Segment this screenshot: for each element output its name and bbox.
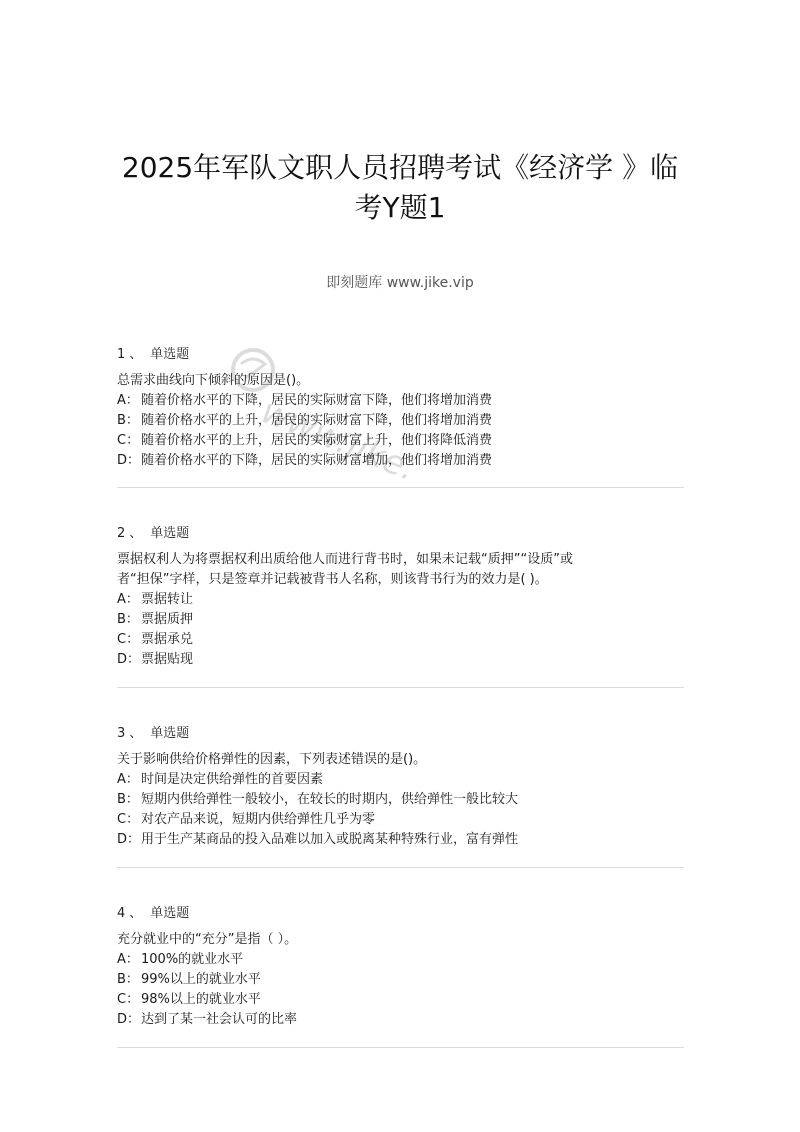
option-letter: B：: [117, 972, 139, 987]
option-text: 随着价格水平的上升，居民的实际财富下降，他们将增加消费: [141, 413, 493, 428]
option-letter: B：: [117, 792, 139, 807]
option-text: 对农产品来说，短期内供给弹性几乎为零: [141, 812, 376, 827]
question-type: 单选题: [150, 906, 190, 921]
option-letter: C：: [117, 992, 140, 1007]
option-a: [117, 950, 684, 970]
option-letter: B：: [117, 413, 139, 428]
option-letter: D：: [117, 652, 141, 667]
question-type: 单选题: [150, 726, 190, 741]
option-a: [117, 770, 684, 790]
question-stem: 关于影响供给价格弹性的因素，下列表述错误的是()。: [117, 752, 427, 767]
question-stem: 充分就业中的“充分”是指（ ）。: [117, 932, 298, 947]
option-c: [117, 630, 684, 650]
option-a: [117, 590, 684, 610]
question-3: [117, 724, 684, 850]
question-number: 3: [117, 726, 126, 741]
question-divider: [117, 1047, 684, 1048]
document-subtitle: 即刻题库 www.jike.vip: [326, 275, 474, 291]
question-separator: 、: [129, 526, 143, 541]
question-number: 2: [117, 526, 126, 541]
option-d: [117, 1010, 684, 1030]
option-text: 票据质押: [141, 612, 194, 627]
option-text: 票据贴现: [141, 652, 194, 667]
question-divider: [117, 867, 684, 868]
question-divider: [117, 487, 684, 488]
question-header: [117, 524, 684, 544]
option-c: [117, 810, 684, 830]
question-header: [117, 724, 684, 744]
option-letter: A：: [117, 772, 139, 787]
option-text: 用于生产某商品的投入品难以加入或脱离某种特殊行业，富有弹性: [141, 832, 519, 847]
option-d: [117, 650, 684, 670]
option-letter: D：: [117, 453, 141, 468]
option-text: 时间是决定供给弹性的首要因素: [141, 772, 324, 787]
option-text: 随着价格水平的上升，居民的实际财富上升，他们将降低消费: [141, 433, 493, 448]
document-title: [100, 148, 700, 228]
option-letter: C：: [117, 433, 140, 448]
option-letter: C：: [117, 632, 140, 647]
option-text: 随着价格水平的下降，居民的实际财富下降，他们将增加消费: [141, 393, 493, 408]
option-b: [117, 790, 684, 810]
option-text: 100%的就业水平: [141, 952, 244, 967]
option-b: [117, 970, 684, 990]
option-letter: A：: [117, 952, 139, 967]
option-letter: C：: [117, 812, 140, 827]
option-text: 99%以上的就业水平: [141, 972, 261, 987]
question-separator: 、: [129, 726, 143, 741]
question-header: [117, 345, 684, 365]
question-number: 1: [117, 347, 126, 362]
question-separator: 、: [129, 347, 143, 362]
option-text: 98%以上的就业水平: [141, 992, 261, 1007]
option-b: [117, 610, 684, 630]
question-4: [117, 904, 684, 1030]
title-line-2: 考Y题1: [354, 191, 446, 224]
question-stem-line-1: 票据权利人为将票据权利出质给他人而进行背书时，如果未记载“质押”“设质”或: [117, 552, 573, 567]
option-d: [117, 451, 684, 471]
question-header: [117, 904, 684, 924]
watermark-text: www.jike.vip: [255, 391, 415, 482]
title-line-1: 2025年军队文职人员招聘考试《经济学 》临: [121, 151, 679, 184]
option-letter: A：: [117, 393, 139, 408]
option-text: 票据转让: [141, 592, 194, 607]
option-text: 短期内供给弹性一般较小，在较长的时期内，供给弹性一般比较大: [141, 792, 519, 807]
question-separator: 、: [129, 906, 143, 921]
option-letter: D：: [117, 832, 141, 847]
option-letter: B：: [117, 612, 139, 627]
option-d: [117, 830, 684, 850]
option-letter: A：: [117, 592, 139, 607]
option-text: 达到了某一社会认可的比率: [141, 1012, 298, 1027]
option-c: [117, 990, 684, 1010]
option-text: 随着价格水平的下降，居民的实际财富增加，他们将增加消费: [141, 453, 493, 468]
option-b: [117, 411, 684, 431]
question-2: [117, 524, 684, 670]
question-type: 单选题: [150, 347, 190, 362]
option-text: 票据承兑: [141, 632, 194, 647]
question-type: 单选题: [150, 526, 190, 541]
question-1: [117, 345, 684, 471]
question-divider: [117, 687, 684, 688]
question-stem-line-2: 者“担保”字样，只是签章并记载被背书人名称，则该背书行为的效力是( )。: [117, 572, 548, 587]
option-letter: D：: [117, 1012, 141, 1027]
option-a: [117, 391, 684, 411]
option-c: [117, 431, 684, 451]
question-stem: 总需求曲线向下倾斜的原因是()。: [117, 373, 310, 388]
question-number: 4: [117, 906, 126, 921]
